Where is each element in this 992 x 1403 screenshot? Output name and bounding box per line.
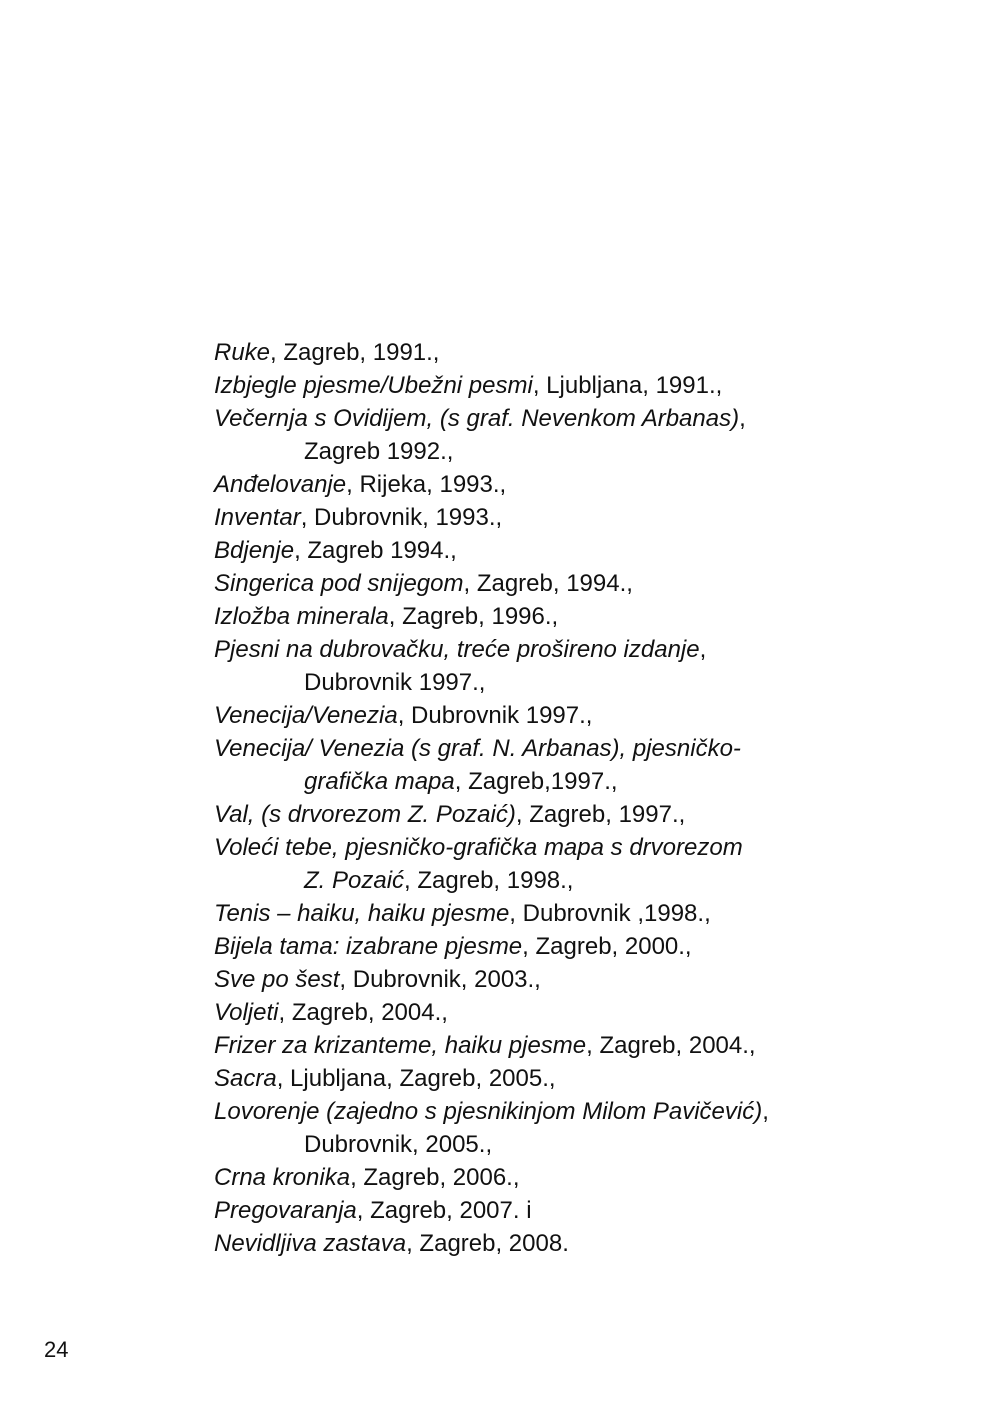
- bibliography-entry-continuation: [214, 666, 914, 699]
- entry-title: Z. Pozaić: [304, 867, 405, 894]
- entry-details: , Zagreb, 1997.,: [515, 801, 686, 828]
- bibliography-entry: [214, 1227, 914, 1260]
- bibliography-entry: [214, 1095, 914, 1128]
- bibliography-entry: [214, 567, 914, 600]
- entry-title: Večernja s Ovidijem, (s graf. Nevenkom Arbanas): [214, 405, 740, 432]
- bibliography-entry: [214, 1062, 914, 1095]
- entry-details: , Zagreb, 1991.,: [270, 339, 440, 366]
- entry-details: , Dubrovnik, 2003.,: [339, 966, 541, 993]
- entry-details: Dubrovnik, 2005.,: [304, 1131, 493, 1158]
- entry-title: Tenis – haiku, haiku pjesme: [214, 900, 510, 927]
- entry-title: Inventar: [214, 504, 301, 531]
- entry-title: Sacra: [214, 1065, 277, 1092]
- entry-title: Voleći tebe, pjesničko-grafička mapa s drvorezom: [214, 834, 743, 861]
- entry-title: Venecija/ Venezia (s graf. N. Arbanas), pjesničko-: [214, 735, 741, 762]
- entry-details: , Rijeka, 1993.,: [346, 471, 507, 498]
- bibliography-entry: [214, 501, 914, 534]
- entry-details: Dubrovnik 1997.,: [304, 669, 486, 696]
- entry-title: Pregovaranja: [214, 1197, 357, 1224]
- entry-title: Ruke: [214, 339, 271, 366]
- bibliography-entry: [214, 534, 914, 567]
- entry-title: Bijela tama: izabrane pjesme: [214, 933, 523, 960]
- bibliography-entry: [214, 930, 914, 963]
- entry-title: Izložba minerala: [214, 603, 389, 630]
- entry-details: , Ljubljana, 1991.,: [532, 372, 723, 399]
- entry-title: Singerica pod snijegom: [214, 570, 464, 597]
- entry-title: Bdjenje: [214, 537, 295, 564]
- entry-details: , Dubrovnik, 1993.,: [300, 504, 503, 531]
- bibliography-entry: [214, 1194, 914, 1227]
- entry-title: Venecija/Venezia: [214, 702, 398, 729]
- bibliography-entry-continuation: [214, 864, 914, 897]
- bibliography-entry: [214, 633, 914, 666]
- entry-details: ,: [762, 1098, 769, 1125]
- entry-details: , Zagreb,1997.,: [454, 768, 618, 795]
- entry-details: , Zagreb, 2008.: [406, 1230, 569, 1257]
- bibliography-entry: [214, 336, 914, 369]
- bibliography-entry: [214, 369, 914, 402]
- entry-title: Crna kronika: [214, 1164, 351, 1191]
- entry-details: ,: [699, 636, 707, 663]
- bibliography-entry: [214, 897, 914, 930]
- entry-details: , Zagreb, 2000.,: [522, 933, 692, 960]
- entry-title: Frizer za krizanteme, haiku pjesme: [214, 1032, 587, 1059]
- entry-title: Voljeti: [214, 999, 279, 1026]
- entry-title: Nevidljiva zastava: [214, 1230, 407, 1257]
- bibliography-entry-continuation: [214, 765, 914, 798]
- entry-details: , Ljubljana, Zagreb, 2005.,: [276, 1065, 556, 1092]
- entry-details: , Zagreb, 2006.,: [350, 1164, 520, 1191]
- entry-details: , Zagreb, 1998.,: [404, 867, 574, 894]
- entry-title: Val, (s drvorezom Z. Pozaić): [214, 801, 516, 828]
- entry-title: Anđelovanje: [214, 471, 347, 498]
- entry-title: Pjesni na dubrovačku, treće prošireno izdanje: [214, 636, 700, 663]
- bibliography-entry: [214, 402, 914, 435]
- bibliography-entry: [214, 831, 914, 864]
- entry-title: Lovorenje (zajedno s pjesnikinjom Milom Pavičević): [214, 1098, 763, 1125]
- entry-details: , Dubrovnik ,1998.,: [509, 900, 711, 927]
- entry-details: Zagreb 1992.,: [304, 438, 454, 465]
- bibliography-entry: [214, 600, 914, 633]
- bibliography-entry-continuation: [214, 1128, 914, 1161]
- page-number: 24: [44, 1337, 69, 1362]
- bibliography-list: [214, 336, 914, 1260]
- entry-details: , Zagreb 1994.,: [294, 537, 457, 564]
- entry-details: , Dubrovnik 1997.,: [397, 702, 593, 729]
- entry-details: , Zagreb, 1994.,: [463, 570, 633, 597]
- bibliography-entry-continuation: [214, 435, 914, 468]
- entry-title: Sve po šest: [214, 966, 340, 993]
- entry-details: ,: [739, 405, 746, 432]
- bibliography-entry: [214, 732, 914, 765]
- bibliography-entry: [214, 963, 914, 996]
- bibliography-entry: [214, 1161, 914, 1194]
- bibliography-entry: [214, 468, 914, 501]
- entry-title: grafička mapa: [304, 768, 455, 795]
- entry-details: , Zagreb, 2004.,: [586, 1032, 756, 1059]
- entry-details: , Zagreb, 2007. i: [356, 1197, 532, 1224]
- entry-details: , Zagreb, 2004.,: [278, 999, 448, 1026]
- entry-title: Izbjegle pjesme/Ubežni pesmi: [214, 372, 533, 399]
- bibliography-entry: [214, 798, 914, 831]
- entry-details: , Zagreb, 1996.,: [388, 603, 559, 630]
- bibliography-entry: [214, 699, 914, 732]
- bibliography-entry: [214, 996, 914, 1029]
- bibliography-entry: [214, 1029, 914, 1062]
